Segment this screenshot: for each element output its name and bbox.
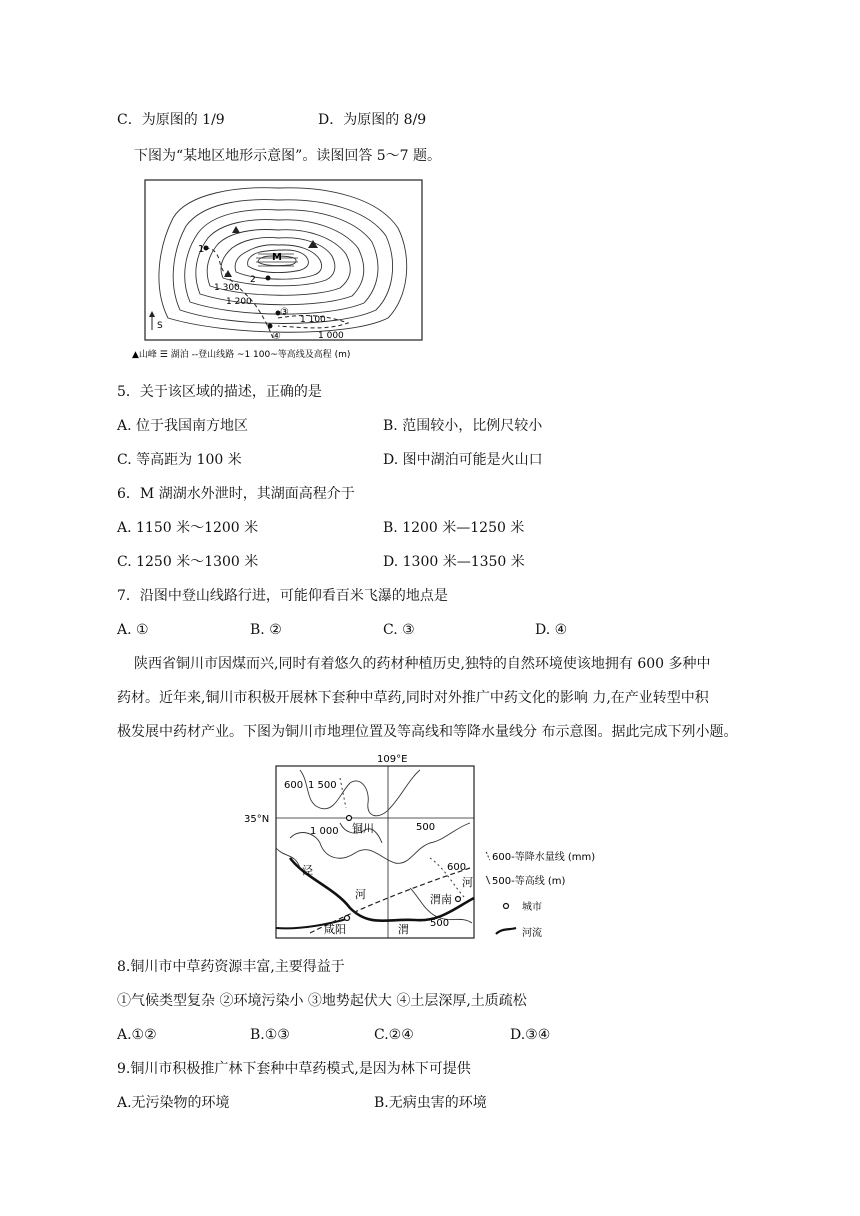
- q4-option-c: C．为原图的 1/9: [117, 112, 225, 128]
- svg-text:1 000: 1 000: [318, 331, 344, 341]
- svg-text:600: 600: [447, 862, 467, 873]
- svg-text:渭: 渭: [398, 923, 409, 936]
- map2-legend: [486, 850, 595, 939]
- svg-text:1 100: 1 100: [300, 315, 326, 325]
- q8-stem: 8.铜川市中草药资源丰富,主要得益于: [117, 959, 345, 975]
- intro-5-7: 下图为“某地区地形示意图”。读图回答 5～7 题。: [134, 148, 442, 164]
- q7-option-a: A. ①: [117, 622, 149, 638]
- svg-text:109°E: 109°E: [377, 754, 408, 765]
- q8-option-a: A.①②: [117, 1027, 157, 1043]
- svg-text:600: 600: [284, 780, 304, 791]
- lake-m-label: M: [272, 252, 282, 263]
- passage-line-1: 陕西省铜川市因煤而兴,同时有着悠久的药材种植历史,独特的自然环境使该地拥有 600 多种中: [134, 656, 711, 672]
- q5-option-c: C. 等高距为 100 米: [117, 452, 242, 468]
- q6-option-c: C. 1250 米～1300 米: [117, 554, 259, 570]
- svg-text:④: ④: [272, 331, 281, 342]
- peak-icon: [232, 226, 240, 233]
- q6-option-b: B. 1200 米—1250 米: [383, 520, 525, 536]
- q7-option-d: D. ④: [535, 622, 568, 638]
- map1-legend: ▲山峰 ☰ 湖泊 --登山线路 ~1 100~等高线及高程 (m): [132, 350, 351, 360]
- svg-text:1 300: 1 300: [214, 283, 240, 293]
- q5-stem: 5．关于该区域的描述，正确的是: [117, 384, 322, 400]
- svg-text:河: 河: [462, 876, 473, 889]
- svg-text:铜川: 铜川: [352, 822, 374, 835]
- peak-icon: [224, 270, 232, 277]
- svg-text:河流: 河流: [522, 928, 542, 939]
- q6-option-a: A. 1150 米～1200 米: [117, 520, 259, 536]
- svg-text:河: 河: [355, 888, 366, 901]
- q9-option-a: A.无污染物的环境: [117, 1095, 230, 1111]
- q5-option-b: B. 范围较小，比例尺较小: [383, 418, 543, 434]
- q9-option-b: B.无病虫害的环境: [374, 1095, 487, 1111]
- q9-stem: 9.铜川市积极推广林下套种中草药模式,是因为林下可提供: [117, 1061, 471, 1077]
- svg-text:渭南: 渭南: [430, 893, 452, 906]
- svg-text:1 500: 1 500: [308, 780, 337, 791]
- svg-text:500: 500: [430, 918, 450, 929]
- q8-option-c: C.②④: [374, 1027, 414, 1043]
- svg-text:2: 2: [250, 275, 256, 285]
- svg-text:城市: 城市: [522, 902, 542, 913]
- q4-option-d: D．为原图的 8/9: [318, 112, 427, 128]
- passage-line-3: 极发展中药材产业。下图为铜川市地理位置及等高线和等降水量线分 布示意图。据此完成下列小题。: [117, 724, 738, 740]
- svg-text:泾: 泾: [302, 864, 313, 877]
- topographic-map: [128, 178, 438, 366]
- q5-option-a: A. 位于我国南方地区: [117, 418, 249, 434]
- svg-text:③: ③: [280, 307, 289, 318]
- passage-line-2: 药材。近年来,铜川市积极开展林下套种中草药,同时对外推广中药文化的影响 力,在产业转型中积: [117, 690, 709, 706]
- q7-option-c: C. ③: [383, 622, 415, 638]
- q7-option-b: B. ②: [250, 622, 282, 638]
- q8-option-b: B.①③: [250, 1027, 290, 1043]
- q6-stem: 6．M 湖湖水外泄时，其湖面高程介于: [117, 486, 355, 502]
- q5-option-d: D. 图中湖泊可能是火山口: [383, 452, 543, 468]
- svg-text:1: 1: [198, 244, 205, 255]
- svg-text:500: 500: [416, 822, 436, 833]
- q8-statements: ①气候类型复杂 ②环境污染小 ③地势起伏大 ④土层深厚,土质疏松: [117, 993, 527, 1009]
- q7-stem: 7．沿图中登山线路行进，可能仰看百米飞瀑的地点是: [117, 588, 448, 604]
- svg-text:500-等高线 (m): 500-等高线 (m): [492, 876, 566, 887]
- q8-option-d: D.③④: [510, 1027, 551, 1043]
- svg-text:35°N: 35°N: [244, 814, 270, 825]
- tongchuan-map: [240, 748, 600, 944]
- svg-text:S: S: [157, 321, 163, 331]
- svg-text:1 200: 1 200: [226, 297, 252, 307]
- svg-text:600-等降水量线 (mm): 600-等降水量线 (mm): [492, 852, 596, 863]
- q6-option-d: D. 1300 米—1350 米: [383, 554, 525, 570]
- svg-text:1 000: 1 000: [310, 826, 339, 837]
- svg-text:咸阳: 咸阳: [324, 923, 346, 936]
